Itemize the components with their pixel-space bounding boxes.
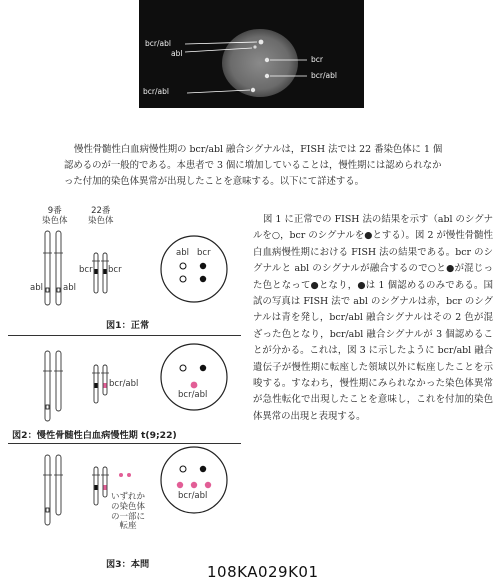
- bcr-label: bcr: [108, 265, 122, 275]
- translocation-note: いずれか の染色体 の一部に 転座: [111, 492, 146, 532]
- circle-bcr-label: bcr: [197, 248, 211, 258]
- intro-paragraph: 慢性骨髄性白血病慢性期の bcr/abl 融合シグナルは，FISH 法では 22 番染色体に 1 個認めるのが一般的である。本患者で 3 個に増加していることは，慢性期には認められなかった付加的染色体異常が出現したことを意味する。以下にて詳述する。: [64, 144, 443, 187]
- bcr-signal: [95, 485, 98, 490]
- bcr-signal: [200, 466, 206, 472]
- bcr-signal: [104, 269, 107, 274]
- signal-spot: [253, 45, 256, 48]
- fusion-signal: [205, 482, 211, 488]
- chr9-label: 9番 染色体: [42, 206, 68, 226]
- abl-signal: [57, 288, 60, 292]
- chromosome-9: [45, 351, 50, 421]
- bcr-signal: [95, 269, 98, 274]
- abl-signal: [46, 405, 49, 409]
- chromosome-9-derivative: [56, 351, 61, 411]
- abl-label: abl: [30, 283, 43, 293]
- abl-signal: [180, 365, 186, 371]
- photo-label-bcr: bcr: [311, 55, 323, 64]
- circle-bcr-abl-label: bcr/abl: [178, 491, 208, 501]
- panel-divider: [8, 335, 241, 336]
- fusion-signal: [119, 473, 123, 477]
- nucleus: [222, 29, 298, 97]
- nucleus-schematic: [161, 236, 227, 302]
- signal-spot: [251, 88, 255, 92]
- abl-signal: [46, 288, 49, 292]
- fusion-signal: [104, 383, 107, 388]
- chromosome-9: [56, 231, 61, 305]
- fusion-signal: [177, 482, 183, 488]
- signal-spot: [265, 58, 269, 62]
- photo-label-abl: abl: [171, 49, 183, 58]
- chromosome-9: [45, 455, 50, 525]
- abl-signal: [180, 263, 186, 269]
- fusion-signal: [191, 382, 198, 389]
- fusion-signal: [191, 482, 197, 488]
- photo-label-bcr-abl: bcr/abl: [145, 39, 171, 48]
- figure3-caption: 図3：本問: [106, 559, 150, 570]
- bcr-signal: [95, 383, 98, 388]
- abl-signal: [180, 466, 186, 472]
- bcr-signal: [200, 263, 206, 269]
- figure-panels: [8, 205, 243, 577]
- fish-photo: [139, 0, 364, 108]
- fusion-signal: [104, 485, 107, 490]
- bcr-signal: [200, 276, 206, 282]
- signal-spot: [259, 40, 264, 45]
- panel-divider: [8, 443, 241, 444]
- bcr-abl-label: bcr/abl: [109, 379, 139, 389]
- philadelphia-chromosome: [103, 365, 107, 395]
- circle-abl-label: abl: [176, 248, 189, 258]
- nucleus-schematic: [161, 447, 227, 513]
- chr22-label: 22番 染色体: [88, 206, 114, 226]
- bcr-label: bcr: [79, 265, 93, 275]
- explanation-paragraph: 図 1 に正常での FISH 法の結果を示す（abl のシグナルを○，bcr のシグナルを●とする）。図 2 が慢性骨髄性白血病慢性期における FISH 法の結果である。bcr のシグナルと abl のシグナルが融合するので○と●が混じった色となって●となり，●は 1 個認めるのみである。国試の写真は FISH 法で abl のシグナルは赤，bcr のシグナルは青を発し，bcr/abl 融合シグナルはその 2 色が混ざった色となり，bcr/abl 融合シグナルが 3 個認めることが分かる。これは，図 3 に示したように bcr/abl 融合遺伝子が慢性期に転座した領域以外に転座したことを示唆する。すなわち，慢性期にみられなかった染色体異常が急性転化で出現したことを意味し，これを付加的染色体異常の出現と表現する。: [253, 214, 493, 422]
- figure2-caption: 図2：慢性骨髄性白血病慢性期 t(9;22): [12, 430, 177, 441]
- circle-bcr-abl-label: bcr/abl: [178, 390, 208, 400]
- fusion-signal: [127, 473, 131, 477]
- chromosome-9: [45, 231, 50, 305]
- abl-signal: [46, 508, 49, 512]
- figure1-caption: 図1：正常: [106, 320, 150, 331]
- question-id: 108KA029K01: [207, 563, 319, 581]
- photo-label-bcr-abl: bcr/abl: [143, 87, 169, 96]
- abl-label: abl: [63, 283, 76, 293]
- bcr-signal: [200, 365, 206, 371]
- philadelphia-chromosome: [103, 467, 107, 497]
- chromosome-9-derivative: [56, 455, 61, 515]
- signal-spot: [265, 74, 269, 78]
- photo-label-bcr-abl: bcr/abl: [311, 71, 337, 80]
- abl-signal: [180, 276, 186, 282]
